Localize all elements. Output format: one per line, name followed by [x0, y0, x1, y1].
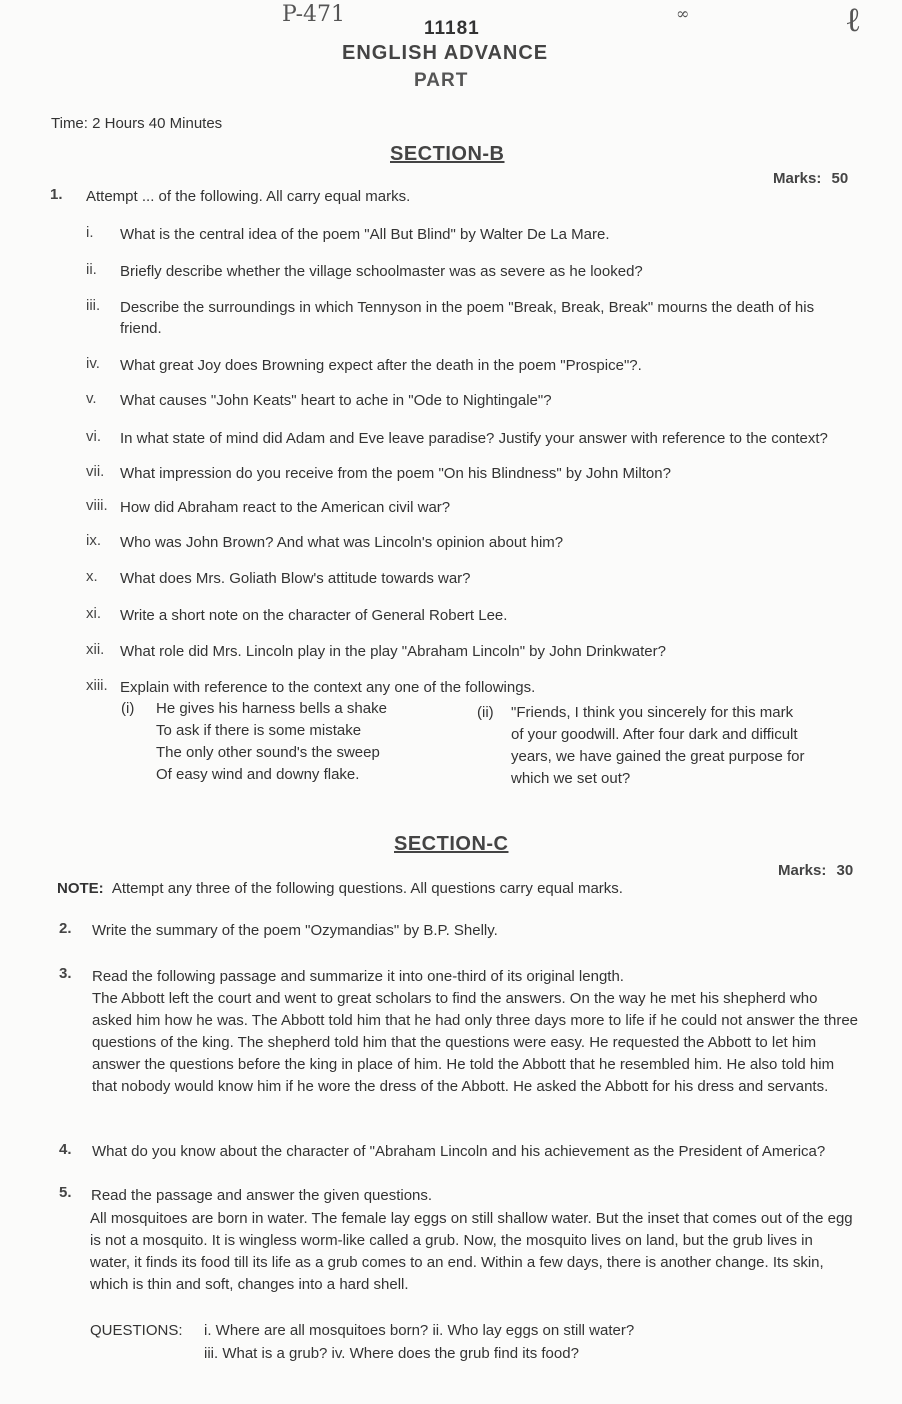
prose-line: which we set out? — [511, 770, 631, 787]
question-item-number: iv. — [86, 355, 100, 372]
question-3-passage: The Abbott left the court and went to great scholars to find the answers. On the way he met his shepherd who asked him how he was. The Abbott told him that he had only three days more to life if he could not answer the three questions of the king. The shepherd told him that the questions were easy. He requested the Abbott to let him answer the questions before the king in place of him. He told the Abbott that he resembled him. He also told him that nobody would know him if he wore the dress of the Abbott. He asked the Abbott for his dress and servants. — [92, 990, 859, 1095]
question-2-text: Write the summary of the poem "Ozymandias" by B.P. Shelly. — [92, 922, 498, 939]
question-item-number: vi. — [86, 428, 101, 445]
marks-value: 50 — [831, 170, 849, 187]
question-item-number: xiii. — [86, 677, 108, 694]
extract-left-label: (i) — [121, 700, 135, 717]
poem-line: To ask if there is some mistake — [156, 722, 362, 739]
question-item-number: ii. — [86, 261, 97, 278]
question-item-number: iii. — [86, 297, 101, 314]
exam-time: Time: 2 Hours 40 Minutes — [51, 115, 223, 132]
question-item-number: xii. — [86, 641, 105, 658]
ink-mark-check: ℓ — [845, 0, 862, 40]
question-item-number: vii. — [86, 463, 105, 480]
section-b-heading: SECTION-B — [390, 143, 505, 165]
poem-line: He gives his harness bells a shake — [156, 700, 387, 717]
question-item-number: ix. — [86, 532, 101, 549]
prose-line: of your goodwill. After four dark and difficult — [511, 726, 798, 743]
extract-right-lines — [511, 702, 805, 790]
question-1-instruction: Attempt ... of the following. All carry equal marks. — [86, 188, 411, 205]
question-item-text: Describe the surroundings in which Tennyson in the poem "Break, Break, Break" mourns the death of his friend. — [120, 299, 815, 337]
question-item-text: What great Joy does Browning expect after the death in the poem "Prospice"?. — [120, 357, 642, 374]
handwritten-paper-code: P-471 — [282, 2, 346, 27]
question-item-text: What does Mrs. Goliath Blow's attitude towards war? — [120, 570, 471, 587]
section-c-heading: SECTION-C — [394, 833, 509, 855]
section-c-marks — [778, 862, 853, 879]
question-item-number: v. — [86, 390, 97, 407]
section-b-marks — [773, 170, 848, 187]
poem-line: The only other sound's the sweep — [156, 744, 380, 761]
part-label: PART — [414, 70, 469, 91]
question-item-number: viii. — [86, 497, 108, 514]
marks-value: 30 — [836, 862, 854, 879]
prose-line: "Friends, I think you sincerely for this mark — [511, 704, 794, 721]
extract-left — [121, 698, 134, 720]
question-5-passage: All mosquitoes are born in water. The female lay eggs on still shallow water. But the inset that comes out of the egg is not a mosquito. It is wingless worm-like called a grub. Now, the mosquito lives on land, but the grub lives in water, it finds its food till its life as a grub comes to an end. Within a few days, there is another change. Its skin, which is thin and soft, changes into a hard shell. — [90, 1210, 853, 1293]
question-item-text: What impression do you receive from the poem "On his Blindness" by John Milton? — [120, 465, 671, 482]
questions-label: QUESTIONS: — [90, 1322, 183, 1339]
question-item-text: How did Abraham react to the American civil war? — [120, 499, 451, 516]
question-item-text: Who was John Brown? And what was Lincoln's opinion about him? — [120, 534, 564, 551]
question-4-text: What do you know about the character of "Abraham Lincoln and his achievement as the President of America? — [92, 1143, 826, 1160]
section-c-note — [57, 878, 623, 899]
note-text: Attempt any three of the following questions. All questions carry equal marks. — [111, 880, 623, 897]
marks-label: Marks: — [773, 170, 822, 187]
question-item-text: What is the central idea of the poem "All But Blind" by Walter De La Mare. — [120, 226, 610, 243]
extract-right — [477, 702, 494, 724]
question-item-number: xi. — [86, 605, 101, 622]
question-item-text: What role did Mrs. Lincoln play in the play "Abraham Lincoln" by John Drinkwater? — [120, 643, 666, 660]
question-item-text: Briefly describe whether the village schoolmaster was as severe as he looked? — [120, 263, 643, 280]
question-number: 5. — [59, 1184, 72, 1201]
question-item-text: What causes "John Keats" heart to ache in "Ode to Nightingale"? — [120, 392, 552, 409]
poem-line: Of easy wind and downy flake. — [156, 766, 360, 783]
extract-right-label: (ii) — [477, 704, 494, 721]
question-item-number: i. — [86, 224, 94, 241]
question-item-text: Explain with reference to the context any one of the followings. — [120, 679, 536, 696]
question-number: 1. — [50, 186, 63, 203]
questions-line-1: i. Where are all mosquitoes born? ii. Who lay eggs on still water? — [204, 1322, 635, 1339]
question-item-number: x. — [86, 568, 98, 585]
note-label: NOTE: — [57, 880, 104, 897]
extract-left-lines — [156, 698, 387, 786]
subject-title: ENGLISH ADVANCE — [342, 42, 549, 64]
ink-mark-tick: ∞ — [676, 4, 690, 23]
question-number: 4. — [59, 1141, 72, 1158]
question-item-text: In what state of mind did Adam and Eve leave paradise? Justify your answer with reference to the context? — [120, 430, 828, 447]
question-number: 3. — [59, 965, 72, 982]
question-5-text: Read the passage and answer the given questions. — [91, 1187, 433, 1204]
questions-line-2: iii. What is a grub? iv. Where does the grub find its food? — [204, 1345, 579, 1362]
marks-label: Marks: — [778, 862, 827, 879]
question-3-text: Read the following passage and summarize it into one-third of its original length. — [92, 968, 624, 985]
paper-number: 11181 — [424, 18, 480, 39]
question-item-text: Write a short note on the character of General Robert Lee. — [120, 607, 508, 624]
prose-line: years, we have gained the great purpose for — [511, 748, 805, 765]
question-number: 2. — [59, 920, 72, 937]
